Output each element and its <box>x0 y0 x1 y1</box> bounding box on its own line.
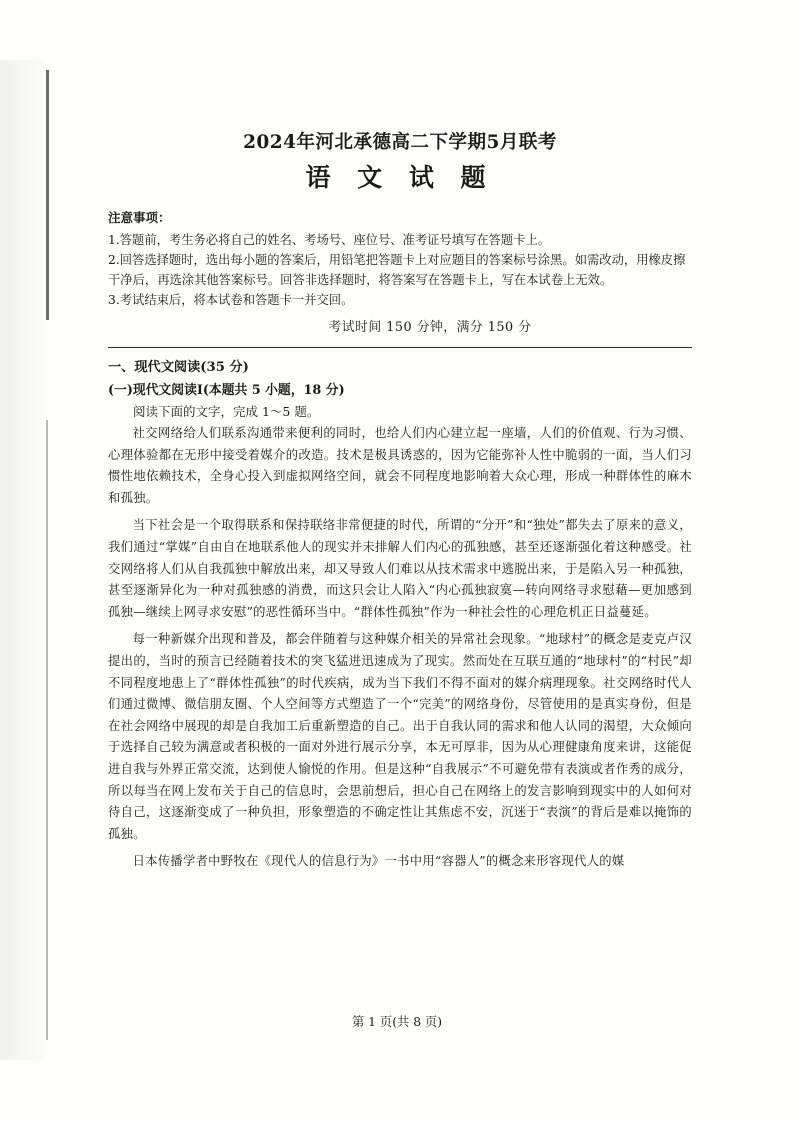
notice-item-3: 3.考试结束后，将本试卷和答题卡一并交回。 <box>108 293 354 307</box>
notice-item-2: 2.回答选择题时，选出每小题的答案后，用铅笔把答题卡上对应题目的答案标号涂黑。如需改动，用橡皮擦干净后，再选涂其他答案标号。回答非选择题时，将答案写在答题卡上，写在本试卷上无效。 <box>108 253 686 287</box>
exam-page <box>108 128 692 879</box>
passage-paragraph-2: 当下社会是一个取得联系和保持联络非常便捷的时代，所谓的“分开”和“独处”都失去了原来的意义，我们通过“掌媒”自由自在地联系他人的现实并未排解人们内心的孤独感，甚至还逐渐强化着这种感受。社交网络将人们从自我孤独中解放出来，却又导致人们难以从技术需求中逃脱出来，于是陷入另一种孤独，甚至逐渐异化为一种对孤独感的消费，而这只会让人陷入“内心孤独寂寞—转向网络寻求慰藉—更加感到孤独—继续上网寻求安慰”的恶性循环当中。“群体性孤独”作为一种社会性的心理危机正日益蔓延。 <box>108 518 692 619</box>
exam-subject: 语 文 试 题 <box>305 163 495 192</box>
notice-block <box>108 208 692 335</box>
subsection-heading: (一)现代文阅读Ⅰ(本题共 5 小题，18 分) <box>108 383 345 398</box>
exam-title: 2024年河北承德高二下学期5月联考 <box>243 132 557 153</box>
scan-binding-mark <box>46 70 49 320</box>
passage-paragraph-3: 每一种新媒介出现和普及，都会伴随着与这种媒介相关的异常社会现象。“地球村”的概念是麦克卢汉提出的，当时的预言已经随着技术的突飞猛进迅速成为了现实。然而处在互联互通的“地球村”的“村民”却不同程度地患上了“群体性孤独”的时代疾病，成为当下我们不得不面对的媒介病理现象。社交网络时代人们通过微博、微信朋友圈、个人空间等方式塑造了一个“完美”的网络身份，尽管使用的是真实身份，但是在社会网络中展现的却是自我加工后重新塑造的自己。出于自我认同的需求和他人认同的渴望，大众倾向于选择自己较为满意或者积极的一面对外进行展示分享，本无可厚非，因为从心理健康角度来讲，这能促进自我与外界正常交流，达到使人愉悦的作用。但是这种“自我展示”不可避免带有表演或者作秀的成分，所以每当在网上发布关于自己的信息时，会思前想后，担心自己在网络上的发言影响到现实中的人如何对待自己，这逐渐变成了一种负担，形象塑造的不确定性让其焦虑不安，沉迷于“表演”的背后是难以掩饰的孤独。 <box>108 632 692 841</box>
scan-left-edge <box>0 60 44 1060</box>
scan-binding-shadow <box>46 420 48 1040</box>
exam-time-score: 考试时间 150 分钟，满分 150 分 <box>328 320 532 335</box>
passage-paragraph-4: 日本传播学者中野牧在《现代人的信息行为》一书中用“容器人”的概念来形容现代人的媒 <box>132 854 625 869</box>
notice-item-1: 1.答题前，考生务必将自己的姓名、考场号、座位号、准考证号填写在答题卡上。 <box>108 233 551 247</box>
reading-instruction: 阅读下面的文字，完成 1～5 题。 <box>133 404 320 419</box>
notice-heading: 注意事项： <box>108 210 171 225</box>
page-number: 第 1 页(共 8 页) <box>351 1015 443 1029</box>
divider-line <box>108 347 692 348</box>
section-heading: 一、现代文阅读(35 分) <box>108 360 249 375</box>
passage-paragraph-1: 社交网络给人们联系沟通带来便利的同时，也给人们内心建立起一座墙，人们的价值观、行为习惯、心理体验都在无形中接受着媒介的改造。技术是极具诱惑的，因为它能弥补人性中脆弱的一面，当人们习惯性地依赖技术，全身心投入到虚拟网络空间，就会不同程度地影响着大众心理，形成一种群体性的麻木和孤独。 <box>108 426 692 505</box>
reading-section <box>108 356 692 873</box>
